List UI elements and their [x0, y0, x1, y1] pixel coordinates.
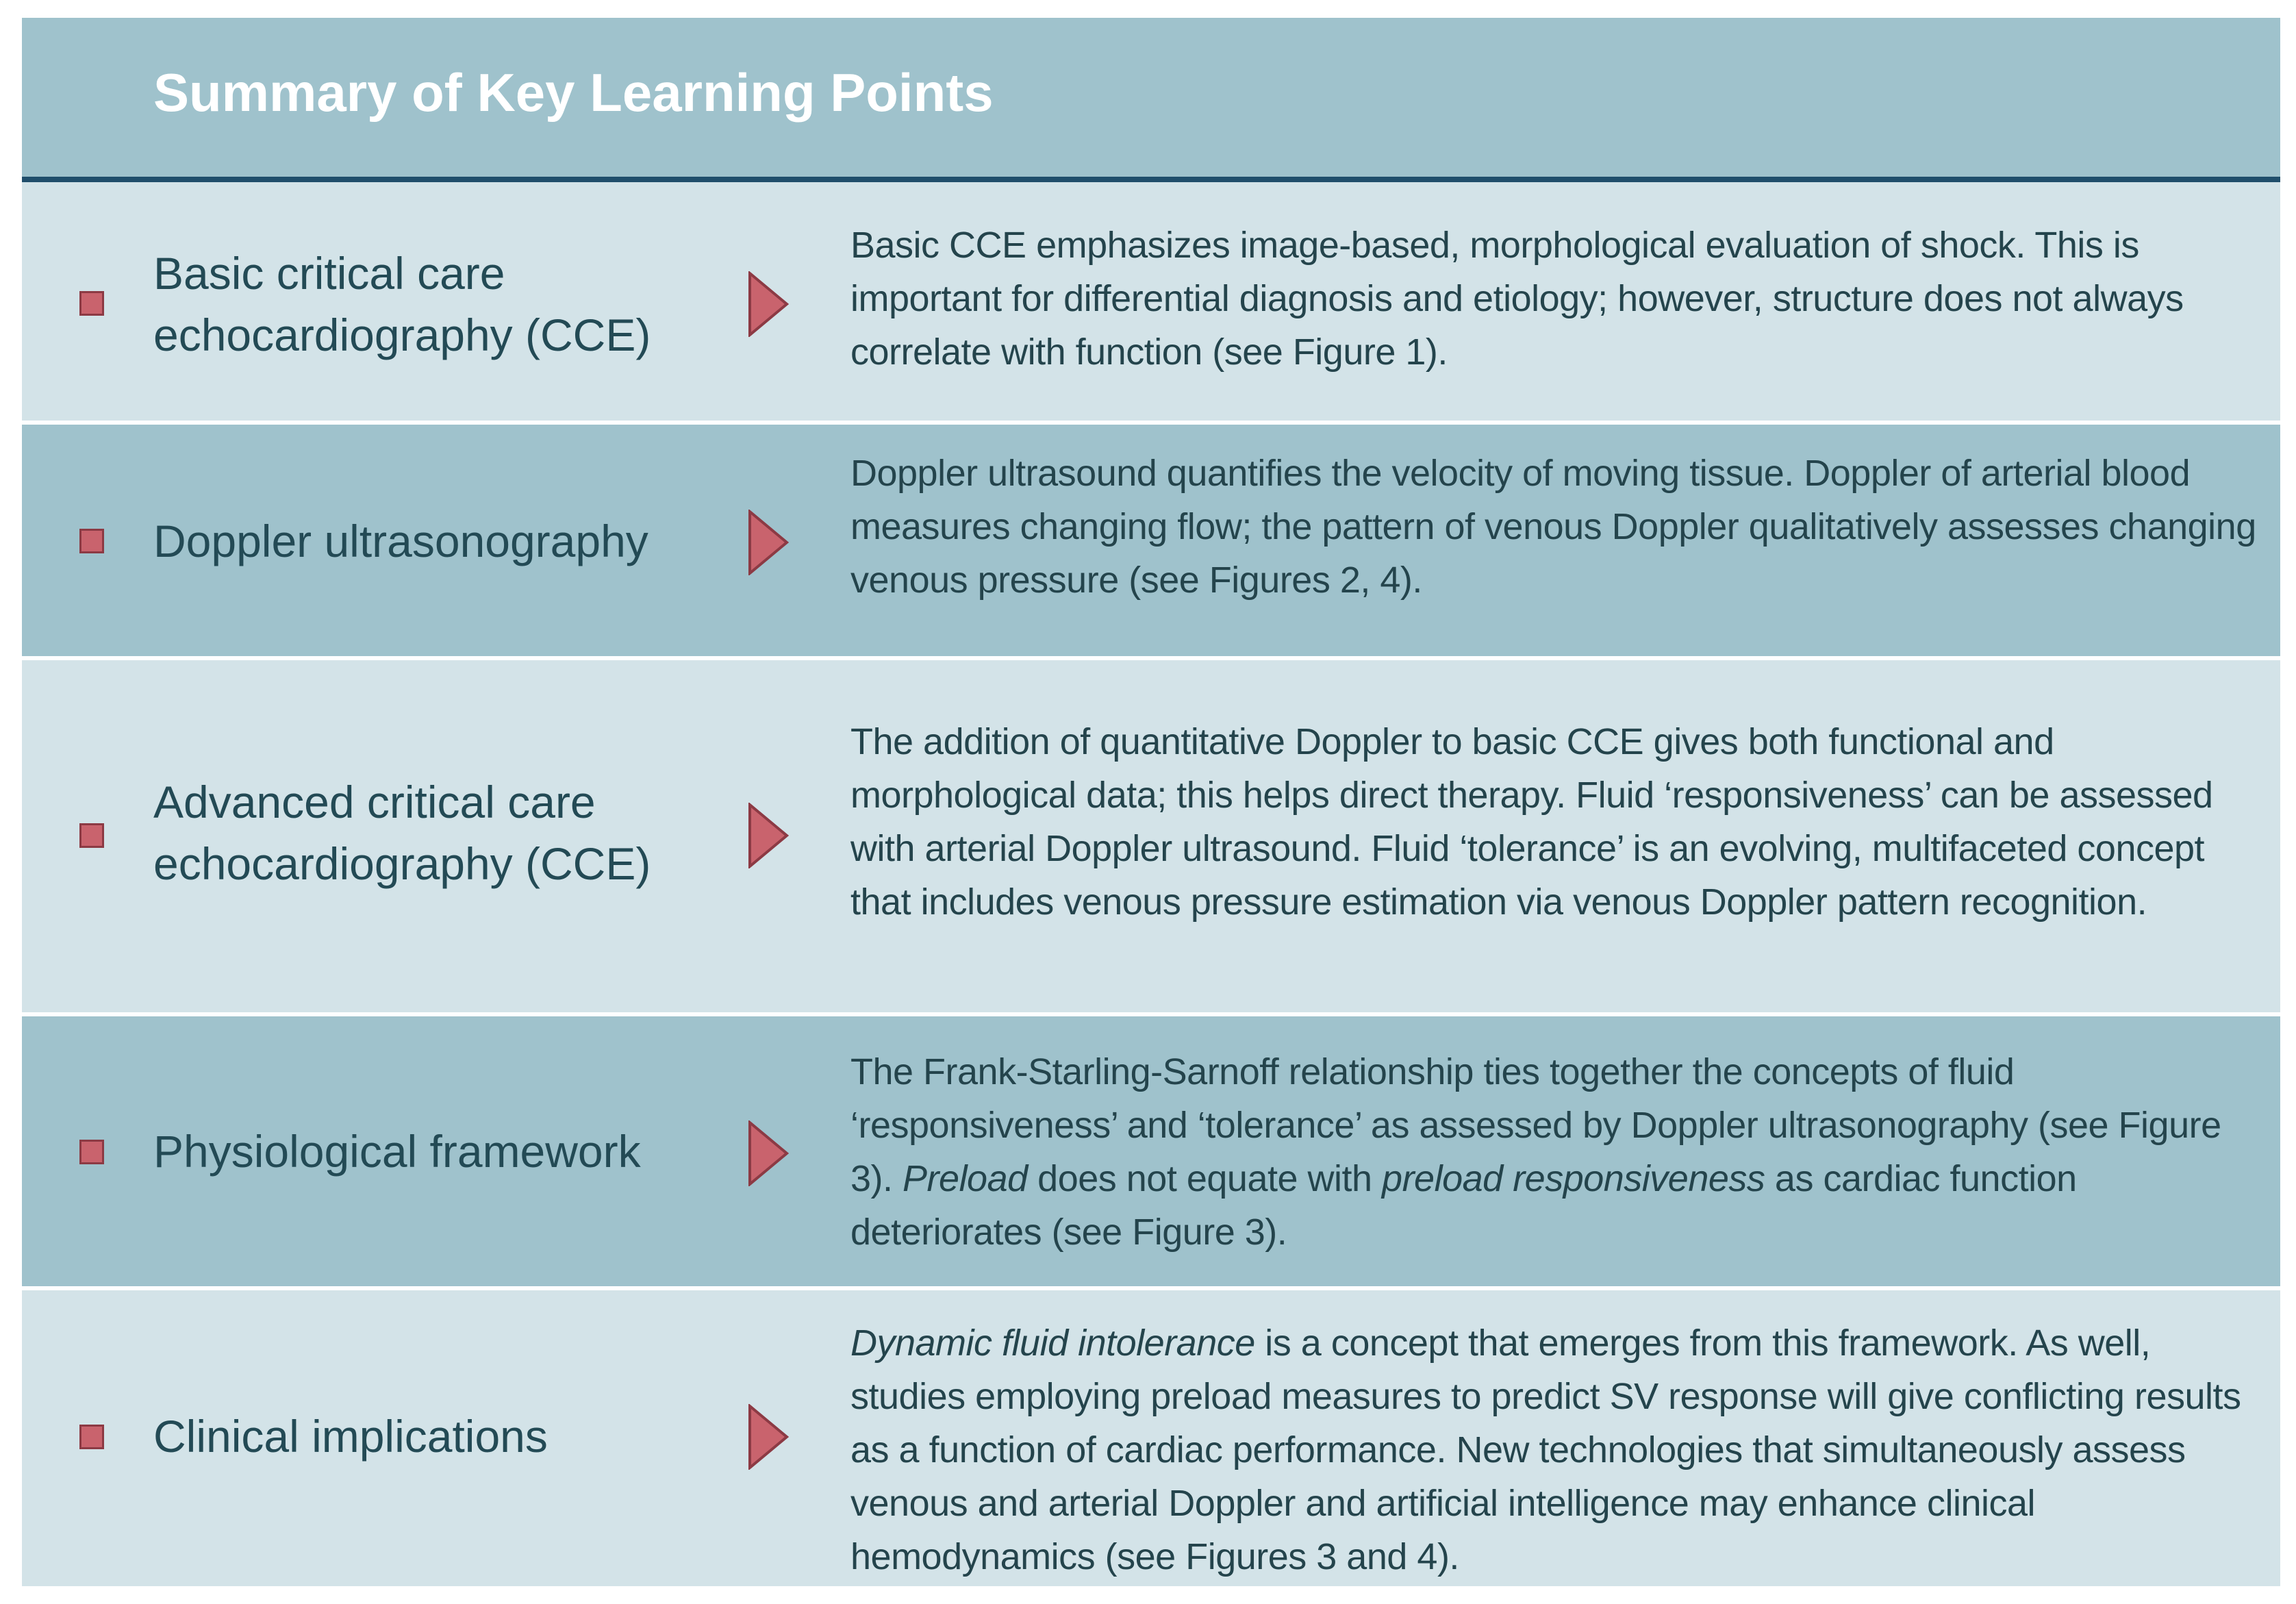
description-text: is a concept that emerges from this framework. As well, studies employing preload measures to predict SV response will give conflicting results as a function of cardiac performance. New technologies that simultaneously assess venous and arterial Doppler and artificial intelligence may enhance clinical hemodynamics (see Figures 3 and 4). — [850, 1323, 2241, 1577]
learning-points-table — [22, 18, 2280, 1586]
table-row — [22, 1016, 2280, 1289]
table-header — [22, 18, 2280, 182]
table-title: Summary of Key Learning Points — [153, 62, 994, 123]
row-label: Doppler ultrasonography — [153, 516, 648, 566]
row-description — [850, 1316, 2268, 1583]
square-bullet-icon — [79, 1425, 104, 1449]
row-description: Basic CCE emphasizes image-based, morphological evaluation of shock. This is important for differential diagnosis and etiology; however, structure does not always correlate with function (see Figure 1). — [850, 225, 2184, 373]
right-arrow-icon — [748, 271, 789, 337]
table-row — [22, 660, 2280, 1016]
square-bullet-icon — [79, 291, 104, 316]
table-row — [22, 1290, 2280, 1586]
description-emphasis: Preload — [903, 1158, 1028, 1199]
right-arrow-icon — [748, 803, 789, 868]
row-description: Doppler ultrasound quantifies the velocity of moving tissue. Doppler of arterial blood measures changing flow; the pattern of venous Doppler qualitatively assesses changing venous pressure (see Figures 2, 4). — [850, 453, 2256, 601]
row-description: The addition of quantitative Doppler to basic CCE gives both functional and morphological data; this helps direct therapy. Fluid ‘responsiveness’ can be assessed with arterial Doppler ultrasound. Fluid ‘tolerance’ is an evolving, multifaceted concept that includes venous pressure estimation via venous Doppler pattern recognition. — [850, 721, 2213, 923]
row-label: Physiological framework — [153, 1126, 641, 1177]
right-arrow-icon — [748, 510, 789, 575]
square-bullet-icon — [79, 1140, 104, 1164]
square-bullet-icon — [79, 823, 104, 848]
description-text: The Frank-Starling-Sarnoff relationship ties together the concepts of fluid ‘responsiveness’ and ‘tolerance’ as assessed by Doppler ultrasonography (see Figure 3). — [850, 1051, 2221, 1199]
description-emphasis: Dynamic fluid intolerance — [850, 1323, 1255, 1364]
table-row — [22, 425, 2280, 657]
table-row — [22, 182, 2280, 426]
description-text: does not equate with — [1027, 1158, 1383, 1199]
right-arrow-icon — [748, 1120, 789, 1186]
right-arrow-icon — [748, 1404, 789, 1470]
row-label: Clinical implications — [153, 1411, 548, 1462]
row-label: Basic critical care echocardiography (CCE) — [153, 248, 651, 360]
row-description — [850, 1045, 2268, 1259]
row-label: Advanced critical care echocardiography (CCE) — [153, 777, 651, 889]
description-emphasis: preload responsiveness — [1382, 1158, 1765, 1199]
square-bullet-icon — [79, 529, 104, 553]
description-text: as cardiac function deteriorates (see Figure 3). — [850, 1158, 2077, 1253]
